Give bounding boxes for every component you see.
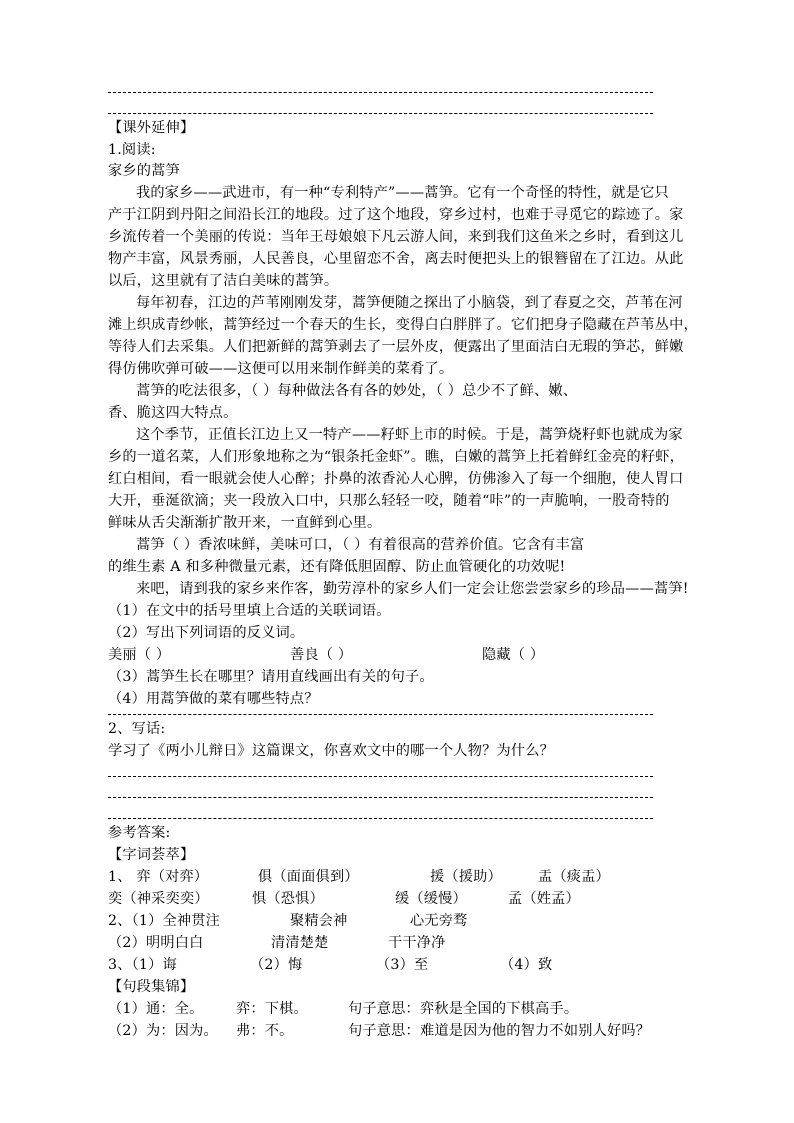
answer-item: 1、 弈（对弈） [108,869,209,885]
sub-question-1: （1）在文中的括号里填上合适的关联词语。 [108,603,391,619]
answer-line [108,818,653,819]
question-2-prompt: 学习了《两小儿辩日》这篇课文，你喜欢文中的哪一个人物？为什么？ [108,743,555,759]
passage-line: 等待人们去采集。人们把新鲜的蒿笋剥去了一层外皮，便露出了里面洁白无瑕的笋芯，鲜嫩 [108,339,684,355]
passage-line: 的维生素 A 和多种微量元素，还有降低胆固醇、防止血管硬化的功效呢! [108,559,566,575]
answer-line [108,776,653,777]
answer-item: 句子意思：弈秋是全国的下棋高手。 [348,1001,579,1017]
passage-line: 来吧，请到我的家乡来作客，勤劳淳朴的家乡人们一定会让您尝尝家乡的珍品——蒿笋! [136,581,689,597]
sub-question-3: （3）蒿笋生长在哪里？请用直线画出有关的句子。 [108,669,434,685]
passage-line: 这个季节，正值长江边上又一特产——籽虾上市的时候。于是，蒿笋烧籽虾也就成为家 [136,427,683,443]
answers-heading: 参考答案: [108,825,171,841]
answer-item: 干干净净 [388,935,446,951]
passage-line: 我的家乡——武进市，有一种“专利特产”——蒿笋。它有一个奇怪的特性，就是它只 [136,185,669,201]
answer-item: （2）为：因为。 [108,1023,218,1039]
answer-item: 盂（痰盂） [538,869,610,885]
antonym-item: 善良（ ） [290,647,353,663]
passage-line: 蒿笋（ ）香浓味鲜，美味可口，（ ）有着很高的营养价值。它含有丰富 [136,537,585,553]
answer-line [108,113,653,114]
passage-line: 产于江阴到丹阳之间沿长江的地段。过了这个地段，穿乡过村，也难于寻觅它的踪迹了。家 [108,207,684,223]
answer-item: （2）明明白白 [108,935,204,951]
answer-item: （4）致 [500,957,553,973]
question-1-label: 1.阅读: [108,142,156,158]
answer-item: 援（援助） [430,869,502,885]
passage-line: 滩上织成青纱帐，蒿笋经过一个春天的生长，变得白白胖胖了。它们把身子隐藏在芦苇丛中， [108,317,698,333]
answer-item: 句子意思：难道是因为他的智力不如别人好吗？ [348,1023,651,1039]
antonym-item: 隐藏（ ） [482,647,545,663]
section-heading-zici: 【字词荟萃】 [108,847,195,863]
passage-line: 物产丰富，风景秀丽，人民善良，心里留恋不舍，离去时便把头上的银簪留在了江边。从此 [108,251,684,267]
question-2-label: 2、写话: [108,721,166,737]
answer-item: 2、（1）全神贯注 [108,913,221,929]
passage-line: 得仿佛吹弹可破——这便可以用来制作鲜美的菜肴了。 [108,361,454,377]
passage-line: 红白相间，看一眼就会使人心醉；扑鼻的浓香沁人心脾，仿佛渗入了每一个细胞，使人胃口 [108,471,684,487]
answer-item: 奕（神采奕奕） [108,891,209,907]
sub-question-4: （4）用蒿笋做的菜有哪些特点？ [108,691,319,707]
passage-line: 每年初春，江边的芦苇刚刚发芽，蒿笋便随之探出了小脑袋，到了春夏之交，芦苇在河 [136,295,683,311]
answer-item: 心无旁骛 [410,913,468,929]
section-heading-extension: 【课外延伸】 [108,120,195,136]
passage-line: 大开，垂涎欲滴；夹一段放入口中，只那么轻轻一咬，随着“咔”的一声脆响，一股奇特的 [108,493,670,509]
passage-line: 蒿笋的吃法很多，（ ）每种做法各有各的妙处，（ ）总少不了鲜、嫩、 [136,383,578,399]
sub-question-2: （2）写出下列词语的反义词。 [108,625,305,641]
answer-item: （1）通：全。 [108,1001,204,1017]
answer-item: （2）悔 [250,957,303,973]
answer-item: 聚精会神 [290,913,348,929]
answer-item: 弗：不。 [236,1023,294,1039]
answer-item: 清清楚楚 [271,935,329,951]
answer-line [108,92,653,93]
passage-line: 香、脆这四大特点。 [108,405,238,421]
answer-line [108,714,653,715]
passage-line: 乡的一道名菜，人们形象地称之为“银条托金虾”。瞧，白嫩的蒿笋上托着鲜红金亮的籽虾， [108,449,685,465]
answer-item: 惧（恐惧） [252,891,324,907]
passage-line: 鲜味从舌尖渐渐扩散开来，一直鲜到心里。 [108,515,382,531]
answer-item: 缓（缓慢） [395,891,467,907]
answer-item: （3）至 [376,957,429,973]
answer-item: 俱（面面俱到） [258,869,359,885]
answer-line [108,797,653,798]
answer-item: 弈：下棋。 [236,1001,308,1017]
passage-title: 家乡的蒿笋 [108,163,180,179]
answer-item: 孟（姓孟） [508,891,580,907]
antonym-item: 美丽（ ） [108,647,171,663]
answer-item: 3、（1）诲 [108,957,177,973]
section-heading-juduan: 【句段集锦】 [108,979,195,995]
passage-line: 以后，这里就有了洁白美味的蒿笋。 [108,273,339,289]
passage-line: 乡流传着一个美丽的传说：当年王母娘娘下凡云游人间，来到我们这鱼米之乡时，看到这儿 [108,229,684,245]
